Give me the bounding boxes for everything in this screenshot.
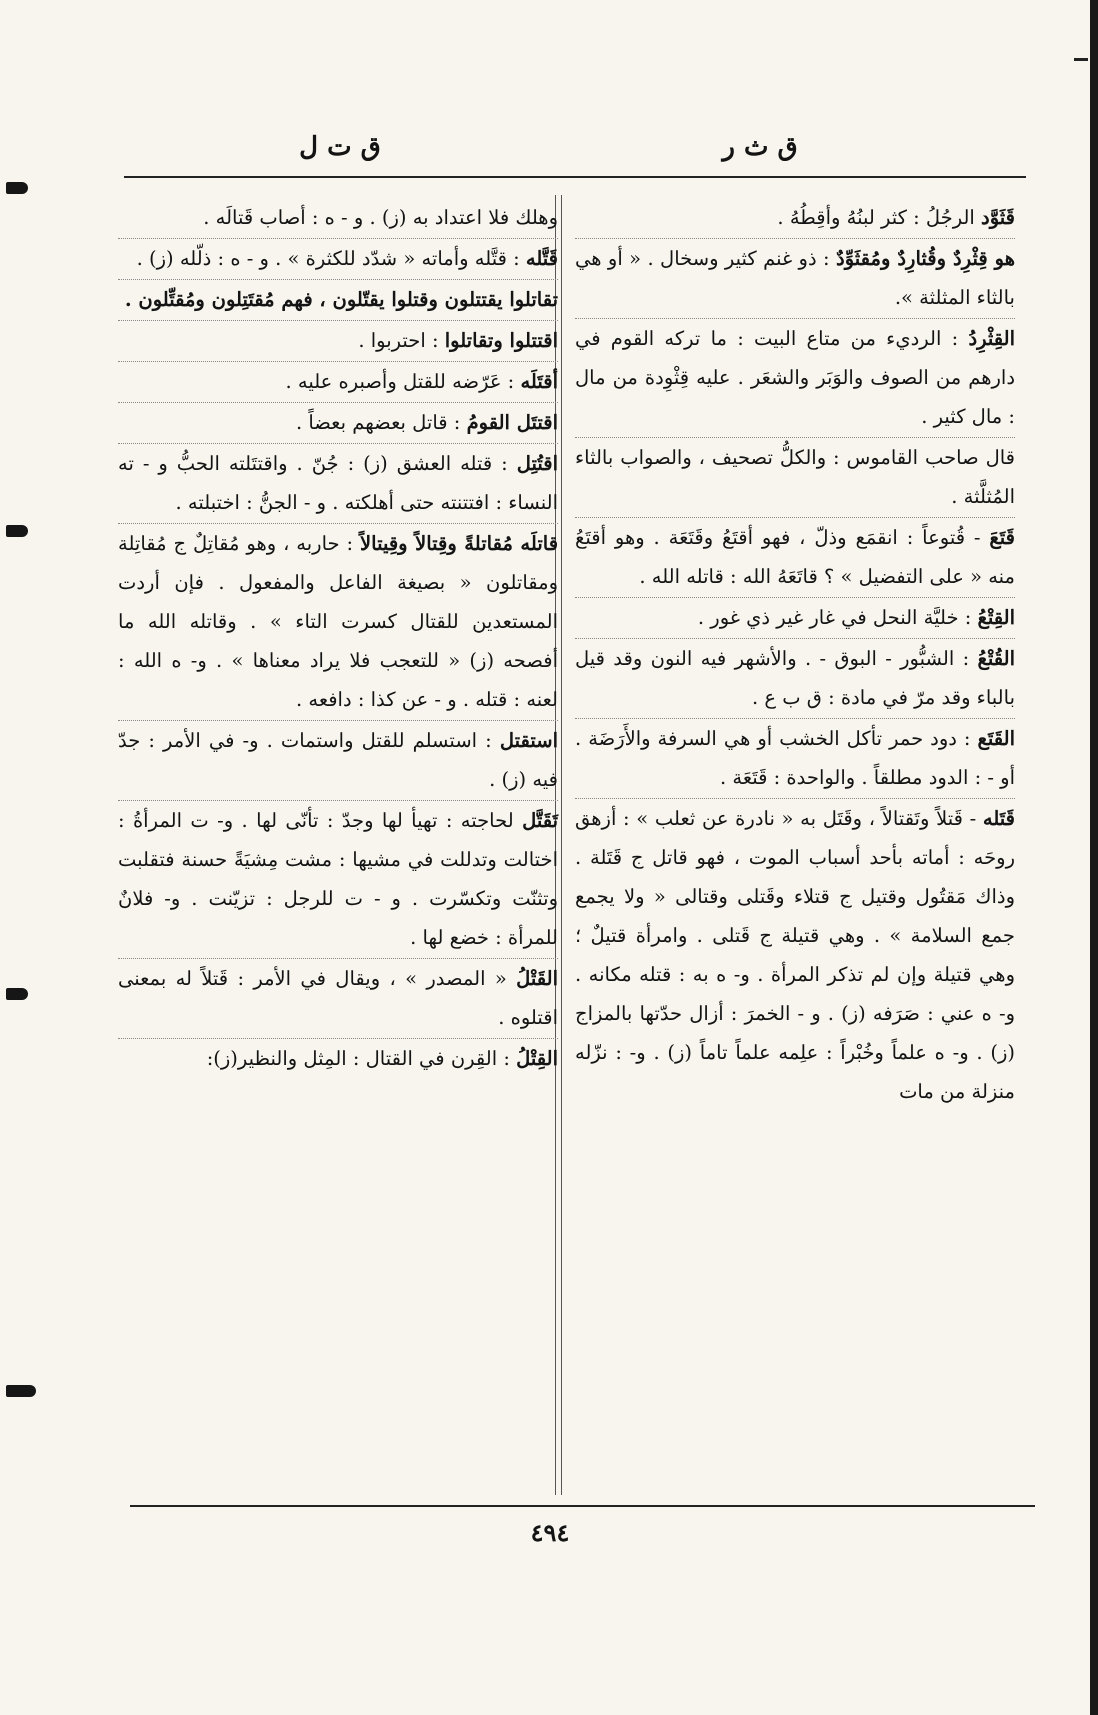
entry-definition: : الشبُّور - البوق - . والأشهر فيه النون وقد قيل بالباء وقد مرّ في مادة : ق ب ع . <box>575 647 1015 709</box>
entry-headword: القَتَع <box>977 727 1015 750</box>
footer-rule <box>130 1505 1035 1507</box>
dictionary-entry <box>575 798 1015 1111</box>
entry-definition: : عَرّضه للقتل وأصبره عليه . <box>285 370 515 393</box>
entry-definition: : خليَّة النحل في غار غير ذي غور . <box>697 606 972 629</box>
margin-mark <box>6 525 28 537</box>
header-root-left: ق ت ل <box>299 132 381 162</box>
dictionary-entry <box>575 718 1015 797</box>
entry-definition: قال صاحب القاموس : والكلُّ تصحيف ، والصواب بالثاء المُثلَّثة . <box>575 446 1015 508</box>
dictionary-entry <box>118 443 558 522</box>
entry-definition: : قتله العشق (ز) : جُنّ . واقتتَلته الحبُّ و - ته النساء : افتتنته حتى أهلكته . و - الجنُّ : اختبلته . <box>118 452 558 514</box>
dictionary-entry <box>118 720 558 799</box>
dictionary-entry <box>575 597 1015 637</box>
entry-headword: قَتَعَ <box>989 526 1015 549</box>
dictionary-entry <box>118 238 558 278</box>
entry-headword: القِتْعُ <box>977 606 1015 629</box>
dictionary-entry <box>575 318 1015 436</box>
dictionary-entry <box>118 523 558 719</box>
dictionary-entry <box>118 1038 558 1078</box>
header-rule <box>124 176 1026 178</box>
dictionary-entry <box>575 638 1015 717</box>
entry-headword: القُتْعُ <box>977 647 1016 670</box>
dictionary-entry <box>575 238 1015 317</box>
left-column <box>118 198 558 1079</box>
dictionary-entry <box>118 320 558 360</box>
entry-headword: قَتَله <box>982 807 1015 830</box>
page-edge <box>1090 0 1098 1715</box>
entry-headword: هو قِثْرِدٌ وقُثارِدٌ ومُقثَوِّدٌ <box>836 247 1015 270</box>
entry-definition: وهلك فلا اعتداد به (ز) . و - ه : أصاب قَتالَه . <box>203 206 558 229</box>
entry-definition: - قُتوعاً : انقمَع وذلّ ، فهو أقتَعُ وقَتَعَة . وهو أقتَعُ منه « على التفضيل » ؟ قاتَعَهُ الله : قاتله الله . <box>575 526 1015 588</box>
edge-tick <box>1074 58 1088 61</box>
entry-definition: : حاربه ، وهو مُقاتِلٌ ج مُقاتِلة ومقاتلون « بصيغة الفاعل والمفعول . فإن أردت المستعدين للقتال كسرت التاء » . وقاتله الله ما أفصحه (ز) « للتعجب فلا يراد معناها » . و- ه الله : لعنه : قتله . و - عن كذا : دافعه . <box>118 532 558 711</box>
entry-headword: تَقَتَّل <box>522 809 559 832</box>
entry-definition: : ذو غنم كثير وسخال . « أو هي بالثاء المثلثة ». <box>575 247 1015 309</box>
entry-headword: القِثْرِدُ <box>968 327 1015 350</box>
entry-headword: القَتْلُ <box>516 967 558 990</box>
dictionary-entry <box>575 517 1015 596</box>
entry-headword: قاتلَه مُقاتلةً وقِتالاً وقِيتالاً <box>360 532 559 555</box>
dictionary-entry <box>118 958 558 1037</box>
dictionary-entry <box>118 279 558 319</box>
right-column <box>575 198 1015 1112</box>
header-root-right: ق ث ر <box>722 132 798 162</box>
entry-definition: « المصدر » ، ويقال في الأمر : قَتلاً له بمعنى اقتلوه . <box>118 967 558 1029</box>
entry-definition: : استسلم للقتل واستمات . و- في الأمر : جدّ فيه (ز) . <box>118 729 558 791</box>
entry-headword: القِتْلُ <box>516 1047 558 1070</box>
entry-headword: أقتَلَه <box>520 370 558 393</box>
entry-definition: - قَتلاً وتَقتالاً ، وقَتَل به « نادرة عن ثعلب » : أزهق روحَه : أماته بأحد أسباب الموت ، فهو قاتل ج قَتَلة . وذاك مَقتُول وقتيل ج قتلاء وقَتلى وقتالى « ولا يجمع جمع السلامة » . وهي قتيلة ج قَتلى . وامرأة قتيلٌ ؛ وهي قتيلة وإن لم تذكر المرأة . و- ه به : قتله مكانه . و- ه عني : صَرَفه (ز) . و - الخمرَ : أزال حدّتها بالمزاج (ز) . و- ه علماً وخُبْراً : علِمه علماً تاماً (ز) . و- : نزّله منزلة من مات <box>575 807 1015 1103</box>
entry-headword: تقاتلوا يقتتلون وقتلوا يقتّلون ، فهم مُقتَتِلون ومُقتِّلون . <box>124 288 558 311</box>
dictionary-entry <box>118 800 558 957</box>
entry-definition: : القِرن في القتال : المِثل والنظير(ز): <box>206 1047 510 1070</box>
dictionary-entry <box>118 198 558 237</box>
entry-headword: اقتتلوا وتقاتلوا <box>444 329 558 352</box>
margin-mark <box>6 182 28 194</box>
page-number: ٤٩٤ <box>530 1518 570 1547</box>
dictionary-entry <box>118 361 558 401</box>
margin-mark <box>6 1385 36 1397</box>
dictionary-entry <box>575 198 1015 237</box>
entry-definition: : قتَّله وأماته « شدّد للكثرة » . و - ه : ذلّله (ز) . <box>136 247 520 270</box>
entry-headword: اقتتَل القومُ <box>466 411 558 434</box>
entry-definition: لحاجته : تهيأ لها وجدّ : تأنّى لها . و- ت المرأةُ : اختالت وتدللت في مشيها : مشت مِشيَةً حسنة فتقلبت وتثنّت وتكسّرت . و - ت للرجل : تزيّنت . و- فلانٌ للمرأة : خضع لها . <box>118 809 558 949</box>
entry-headword: اقتُتِل <box>516 452 558 475</box>
entry-headword: قَثَوَّد <box>981 206 1015 229</box>
entry-definition: : دود حمر تأكل الخشب أو هي السرفة والأَرَضَة . أو - : الدود مطلقاً . والواحدة : قَتَعَة . <box>575 727 1015 789</box>
dictionary-entry <box>118 402 558 442</box>
margin-mark <box>6 988 28 1000</box>
entry-headword: استقتل <box>499 729 558 752</box>
entry-headword: قَتَّله <box>525 247 558 270</box>
entry-definition: الرجُلُ : كثر لبنُهُ وأقِطُهُ . <box>777 206 975 229</box>
entry-definition: : احتربوا . <box>358 329 439 352</box>
entry-definition: : قاتل بعضهم بعضاً . <box>295 411 461 434</box>
dictionary-entry <box>575 437 1015 516</box>
entry-definition: : الرديء من متاع البيت : ما تركه القوم في دارهم من الصوف والوَبَر والشعَر . عليه قِثْوِدة من مال : مال كثير . <box>575 327 1015 428</box>
